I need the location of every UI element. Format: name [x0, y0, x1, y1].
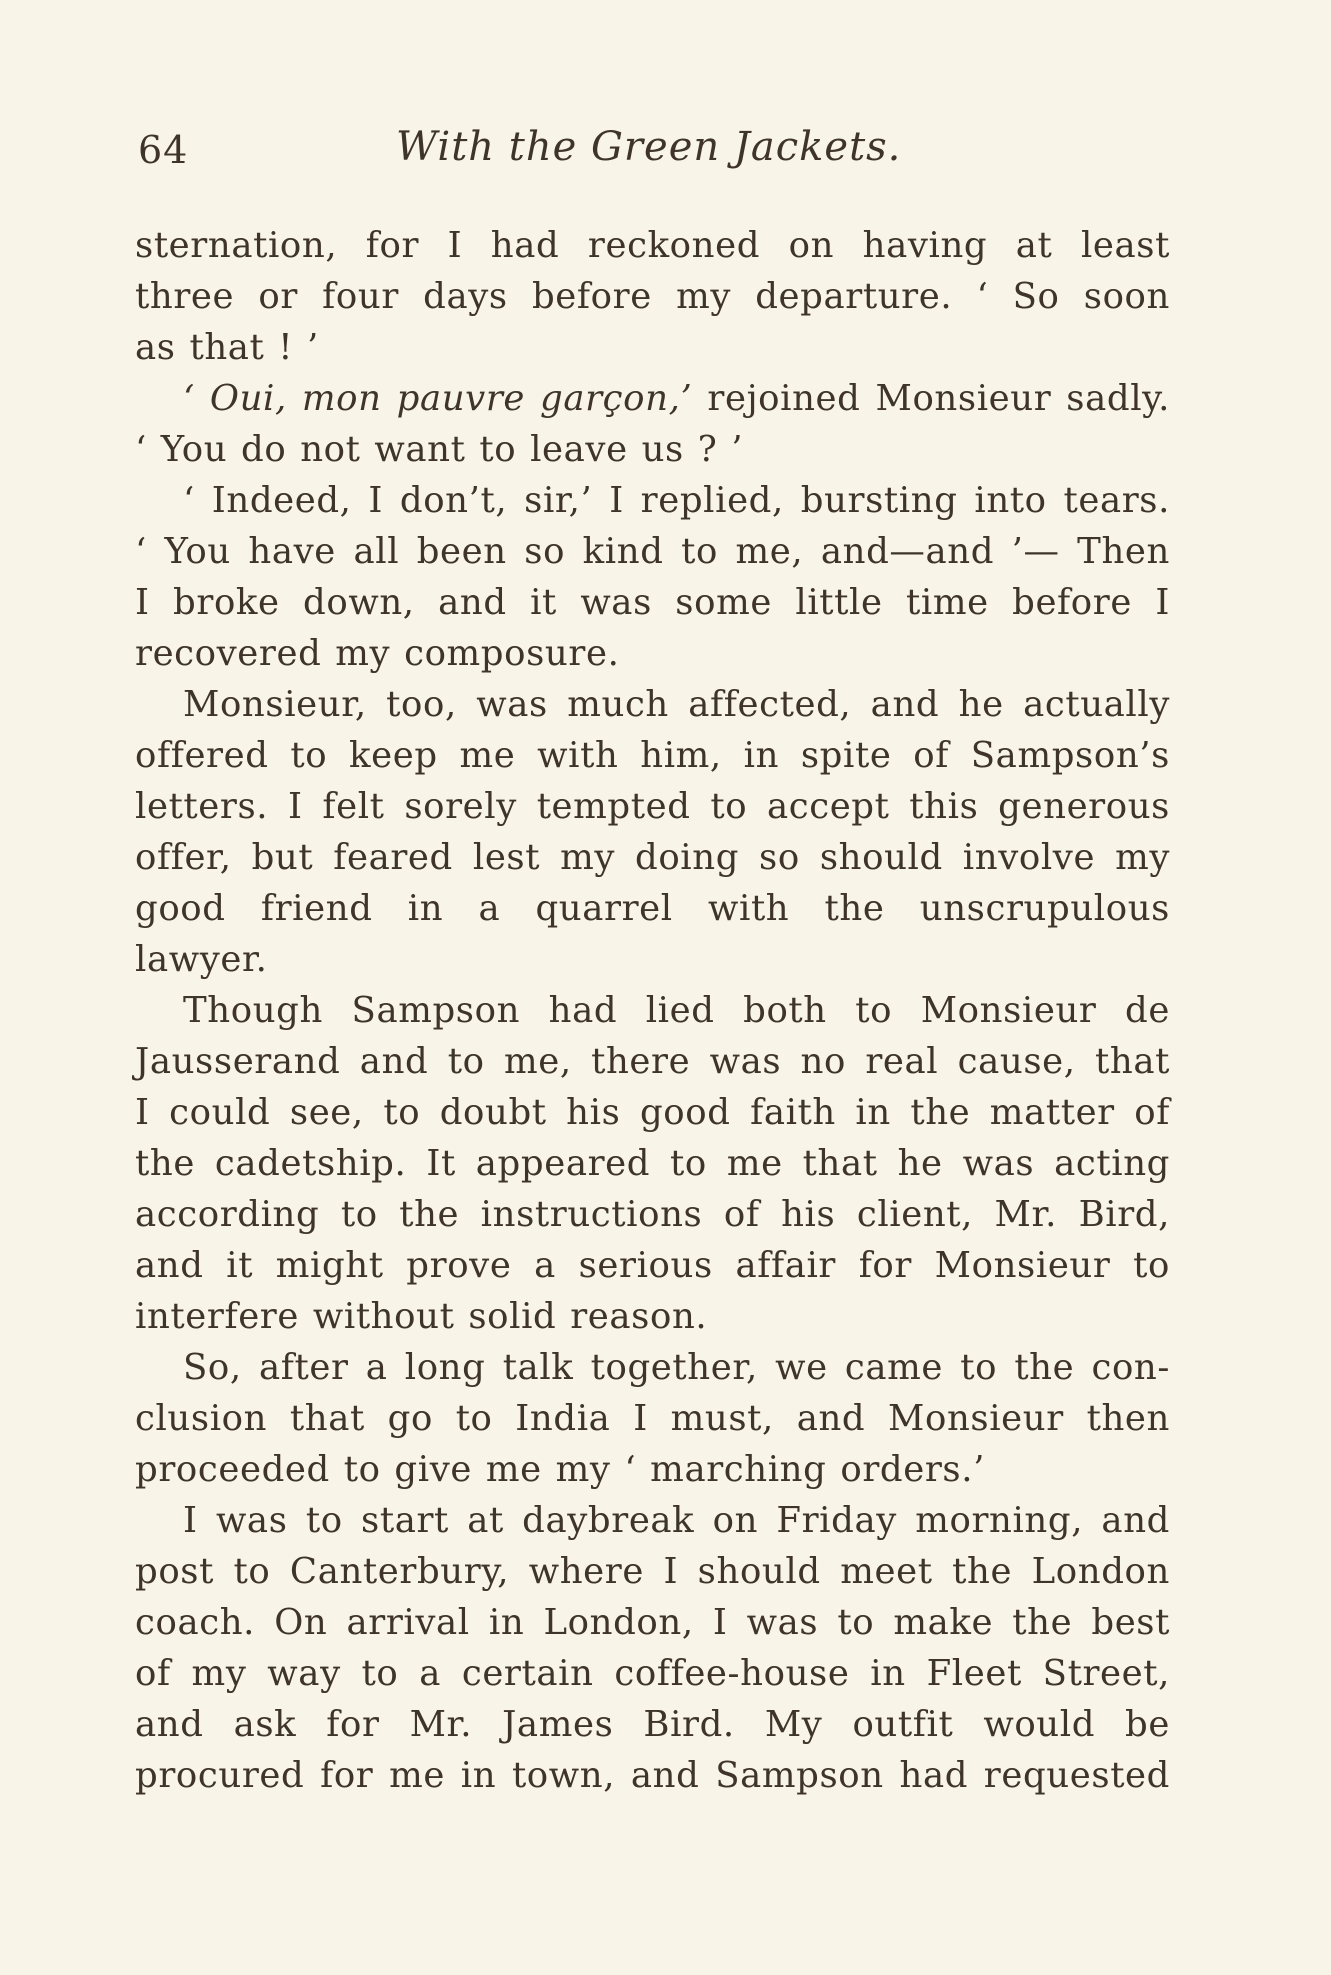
text-line [135, 883, 1170, 934]
text-line [135, 679, 1170, 730]
page-number: 64 [138, 128, 189, 172]
line-text: procured for me in town, and Sampson had requested [135, 1755, 1170, 1796]
text-line [135, 271, 1170, 322]
line-text: good friend in a quarrel with the unscrupulous [135, 888, 1170, 929]
line-text: So, after a long talk together, we came to the con- [183, 1347, 1170, 1388]
text-line [135, 1699, 1170, 1750]
text-line [135, 1648, 1170, 1699]
line-text: sternation, for I had reckoned on having at least [135, 225, 1170, 266]
text-line [135, 526, 1170, 577]
text-line [135, 322, 1170, 373]
text-line [135, 730, 1170, 781]
line-text: of my way to a certain coffee-house in Fleet Street, [135, 1653, 1170, 1694]
line-text: rejoined Monsieur sadly. [692, 378, 1170, 419]
text-line [135, 1189, 1170, 1240]
line-text: Jausserand and to me, there was no real cause, that [135, 1041, 1170, 1082]
line-text: ‘ You have all been so kind to me, and—and ’— Then [135, 531, 1170, 572]
page-header [138, 124, 1238, 188]
text-line [135, 1750, 1170, 1801]
line-text: according to the instructions of his client, Mr. Bird, [135, 1194, 1170, 1235]
line-text: coach. On arrival in London, I was to make the best [135, 1602, 1170, 1643]
line-text: lawyer. [135, 939, 268, 980]
line-text: offered to keep me with him, in spite of Sampson’s [135, 735, 1170, 776]
line-text: as that ! ’ [135, 327, 319, 368]
line-text: offer, but feared lest my doing so should involve my [135, 837, 1170, 878]
line-text: three or four days before my departure. ‘ So soon [135, 276, 1170, 317]
line-text: the cadetship. It appeared to me that he was acting [135, 1143, 1170, 1184]
text-line [135, 934, 1170, 985]
italic-phrase: ‘ Oui, mon pauvre garçon,’ [183, 378, 693, 419]
line-text: and ask for Mr. James Bird. My outfit would be [135, 1704, 1170, 1745]
text-line [135, 1444, 1170, 1495]
text-line [135, 832, 1170, 883]
line-text: letters. I felt sorely tempted to accept this generous [135, 786, 1170, 827]
text-line [135, 1495, 1170, 1546]
line-text: clusion that go to India I must, and Monsieur then [135, 1398, 1170, 1439]
text-line [135, 220, 1170, 271]
line-text: ‘ Indeed, I don’t, sir,’ I replied, bursting into tears. [183, 480, 1170, 521]
text-line [135, 1291, 1170, 1342]
running-title: With the Green Jackets. [396, 124, 902, 170]
line-text: Though Sampson had lied both to Monsieur de [183, 990, 1170, 1031]
text-line [135, 1393, 1170, 1444]
text-line [135, 1087, 1170, 1138]
line-text: I could see, to doubt his good faith in the matter of [135, 1092, 1170, 1133]
body-text [135, 220, 1170, 1801]
line-text: and it might prove a serious affair for Monsieur to [135, 1245, 1170, 1286]
line-text: proceeded to give me my ‘ marching orders.’ [135, 1449, 985, 1490]
line-text: interfere without solid reason. [135, 1296, 708, 1337]
line-text: recovered my composure. [135, 633, 620, 674]
text-line [135, 1342, 1170, 1393]
text-line [135, 781, 1170, 832]
line-text: ‘ You do not want to leave us ? ’ [135, 429, 744, 470]
line-text: I broke down, and it was some little time before I [135, 582, 1170, 623]
text-line [135, 373, 1170, 424]
text-line [135, 1597, 1170, 1648]
text-line [135, 1036, 1170, 1087]
line-text: Monsieur, too, was much affected, and he actually [183, 684, 1170, 725]
text-line [135, 985, 1170, 1036]
text-line [135, 1138, 1170, 1189]
line-text: post to Canterbury, where I should meet the London [135, 1551, 1170, 1592]
line-text: I was to start at daybreak on Friday morning, and [183, 1500, 1170, 1541]
text-line [135, 1546, 1170, 1597]
text-line [135, 628, 1170, 679]
text-line [135, 424, 1170, 475]
text-line [135, 1240, 1170, 1291]
text-line [135, 577, 1170, 628]
text-line [135, 475, 1170, 526]
